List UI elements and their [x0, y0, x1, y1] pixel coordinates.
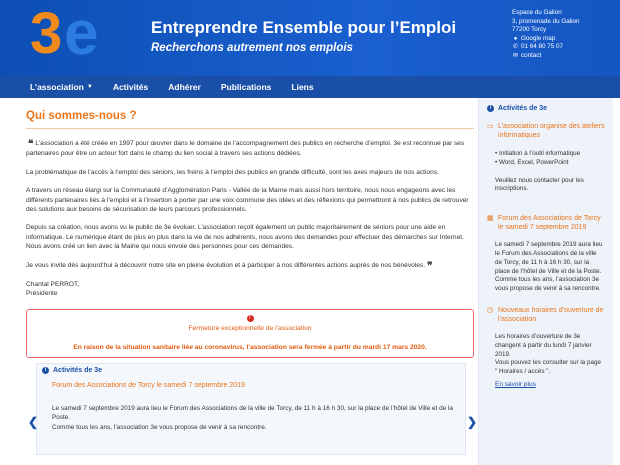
map-marker-icon: ● [513, 35, 518, 42]
site-title: Entreprendre Ensemble pour l’Emploi [151, 18, 457, 37]
paragraph: La problématique de l’accès à l’emploi des séniors, les freins à l’emploi des publics en grande difficulté, sont les axes majeurs de nos actions. [26, 168, 439, 176]
main-content [26, 98, 477, 455]
map-link[interactable]: ● Google map [513, 34, 556, 42]
quote-open-icon: ❝ [28, 139, 34, 150]
closure-alert [26, 309, 474, 358]
nav-activites[interactable]: Activités [112, 82, 149, 92]
chevron-left-icon[interactable]: ❮ [28, 414, 39, 429]
info-icon: i [487, 105, 494, 112]
sidebar-item-text: Les horaires d’ouverture de 3e changent à partir du lundi 7 janvier 2019. [495, 332, 592, 358]
page-title: Qui sommes-nous ? [26, 110, 474, 129]
sidebar-item-title[interactable]: ▭ L’association organise des ateliers informatiques [487, 123, 605, 139]
sidebar-item-text: • Word, Excel, PowerPoint [495, 158, 569, 166]
sidebar-item [479, 306, 613, 388]
paragraph: Je vous invite dès aujourd’hui à découvrir notre site en pleine évolution et à participer à nos différentes actions auprès de nos bénévoles. ❞ [26, 260, 433, 272]
nav-liens[interactable]: Liens [291, 82, 314, 92]
logo-three: 3 [30, 1, 60, 66]
main-nav [0, 76, 620, 98]
alert-message: En raison de la situation sanitaire liée au coronavirus, l’association sera fermée à partir du mardi 17 mars 2020. [73, 343, 427, 351]
signature-name: Chantal PERROT, [26, 281, 80, 289]
sidebar-item-text: Le samedi 7 septembre 2019 aura lieu le Forum des Associations de la ville de Torcy, de 11 h à 16 h 30, sur la place de l’hôtel de Ville et de la Poste. [495, 241, 603, 275]
clock-icon: ◷ [487, 306, 494, 314]
sidebar-item-title[interactable]: ◷ Nouveaux horaires d’ouverture de l’association [487, 306, 604, 323]
paragraph: ❝ L’association a été créée en 1997 pour œuvrer dans le domaine de l’accompagnement des publics en recherche d’emploi. 3e est reconnue par ses partenaires pour être un acteur fort dans le champ du lien social à travers ses actions dédiées. [26, 139, 465, 158]
laptop-icon: ▭ [487, 123, 494, 130]
phone-link[interactable]: ✆ 01 64 80 75 07 [512, 43, 564, 51]
site-subtitle: Recherchons autrement nos emplois [151, 42, 353, 54]
chevron-right-icon[interactable]: ❯ [466, 414, 477, 429]
sidebar-item-text: • Initiation à l’outil informatique [495, 150, 581, 157]
read-more-link[interactable]: En savoir plus [495, 380, 536, 388]
alert-title: Fermeture exceptionnelle de l’association [188, 324, 312, 332]
carousel-item-text: Le samedi 7 septembre 2019 aura lieu le Forum des Associations de la ville de Torcy, de 11 h à 16 h 30, sur la place de l’hôtel de Ville et de la Poste. Comme tous les ans, l’association 3e vous propose de venir à sa rencontre. [52, 404, 453, 431]
address-line-3: 77200 Torcy [512, 26, 547, 34]
carousel-item-title[interactable]: Forum des Associations de Torcy le samedi 7 septembre 2019 [52, 381, 245, 389]
calendar-icon: ▦ [487, 215, 494, 223]
contact-block [512, 9, 580, 61]
site-logo[interactable] [30, 0, 130, 70]
phone-icon: ✆ [512, 44, 519, 51]
sidebar-item [479, 214, 613, 294]
sidebar-heading: i Activités de 3e [479, 98, 613, 112]
envelope-icon: ✉ [512, 52, 519, 59]
address-line-1: Espace du Galion [512, 9, 562, 16]
caret-down-icon: ▼ [86, 84, 93, 90]
sidebar-item [479, 122, 613, 194]
paragraph: Depuis sa création, nous avons vu le public de 3e évoluer. L’association reçoit également un public majoritairement de séniors pour une aide en informatique. Le numérique étant de plus en plus dans la vie de nos adhérents, nous avons des demandes pour effectuer des démarches sur Internet. Nous avons créé un lien avec la Mairie qui nous envoie des personnes pour ces demandes. [26, 224, 464, 251]
sidebar [478, 98, 613, 465]
nav-association[interactable]: L’association ▼ [30, 82, 93, 92]
signature [26, 280, 474, 299]
sidebar-item-text: Veuillez nous contacter pour les inscriptions. [495, 176, 584, 193]
activities-heading: i Activités de 3e [37, 364, 465, 377]
contact-link[interactable]: ✉ contact [512, 51, 542, 59]
logo-e: e [64, 0, 99, 68]
nav-publications[interactable]: Publications [220, 82, 272, 92]
alert-icon: ! [247, 315, 254, 322]
sidebar-item-title[interactable]: ▦ Forum des Associations de Torcy le samedi 7 septembre 2019 [487, 215, 601, 232]
address-line-2: 3, promenade du Galion [512, 17, 580, 25]
site-header [0, 0, 620, 76]
quote-close-icon: ❞ [427, 260, 433, 272]
nav-adherer[interactable]: Adhérer [168, 82, 201, 92]
activities-carousel [28, 363, 477, 455]
paragraph: A travers un réseau élargi sur la Communauté d’Agglomération Paris - Vallée de la Marne mais aussi hors territoire, nous nous engageons avec les différents partenaires liés à l’emploi et à l’insertion à porter par une voix commune des idées et des réflexions qui permettront à nos publics de retrouver des solutions aux besoins de sécurisation de leurs parcours professionnels. [26, 187, 469, 214]
about-text [26, 139, 474, 299]
sidebar-item-text: Vous pouvez les consulter sur la page " Horaires / accès ". [495, 359, 602, 376]
info-icon: i [42, 367, 49, 374]
sidebar-item-text: Comme tous les ans, l’association 3e vous propose de venir à sa rencontre. [495, 276, 601, 293]
signature-role: Présidente [26, 290, 58, 298]
